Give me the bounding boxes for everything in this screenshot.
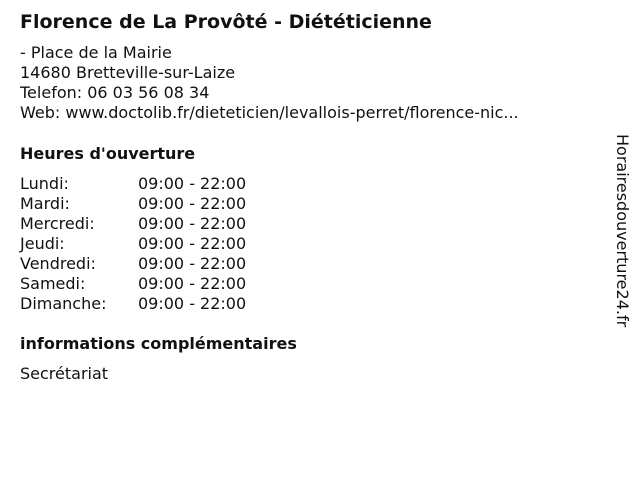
additional-info-heading: informations complémentaires	[20, 334, 297, 353]
hours-row-lundi	[20, 174, 246, 194]
hours-row-mardi	[20, 194, 246, 214]
hours-row-mercredi	[20, 214, 246, 234]
time-range: 09:00 - 22:00	[138, 174, 247, 193]
address-block	[20, 43, 519, 123]
site-watermark	[612, 134, 632, 374]
day-label: Mercredi:	[20, 214, 95, 233]
time-range: 09:00 - 22:00	[138, 294, 247, 313]
time-range: 09:00 - 22:00	[138, 254, 247, 273]
time-range: 09:00 - 22:00	[138, 214, 247, 233]
watermark-text: Horairesdouverture24.fr	[613, 134, 632, 328]
business-title: Florence de La Provôté - Diététicienne	[20, 11, 432, 33]
hours-row-dimanche	[20, 294, 246, 314]
time-range: 09:00 - 22:00	[138, 274, 247, 293]
city-address: 14680 Bretteville-sur-Laize	[20, 63, 236, 82]
street-address: - Place de la Mairie	[20, 43, 172, 62]
website-link[interactable]: Web: www.doctolib.fr/dieteticien/levallois-perret/florence-nic...	[20, 103, 519, 122]
additional-info-value: Secrétariat	[20, 364, 109, 383]
hours-row-samedi	[20, 274, 246, 294]
time-range: 09:00 - 22:00	[138, 234, 247, 253]
day-label: Samedi:	[20, 274, 86, 293]
phone-number[interactable]: Telefon: 06 03 56 08 34	[20, 83, 210, 102]
day-label: Dimanche:	[20, 294, 107, 313]
time-range: 09:00 - 22:00	[138, 194, 247, 213]
day-label: Jeudi:	[20, 234, 65, 253]
hours-row-vendredi	[20, 254, 246, 274]
day-label: Vendredi:	[20, 254, 96, 273]
opening-hours-heading: Heures d'ouverture	[20, 144, 196, 163]
opening-hours-table	[20, 174, 246, 314]
day-label: Lundi:	[20, 174, 69, 193]
day-label: Mardi:	[20, 194, 70, 213]
hours-row-jeudi	[20, 234, 246, 254]
